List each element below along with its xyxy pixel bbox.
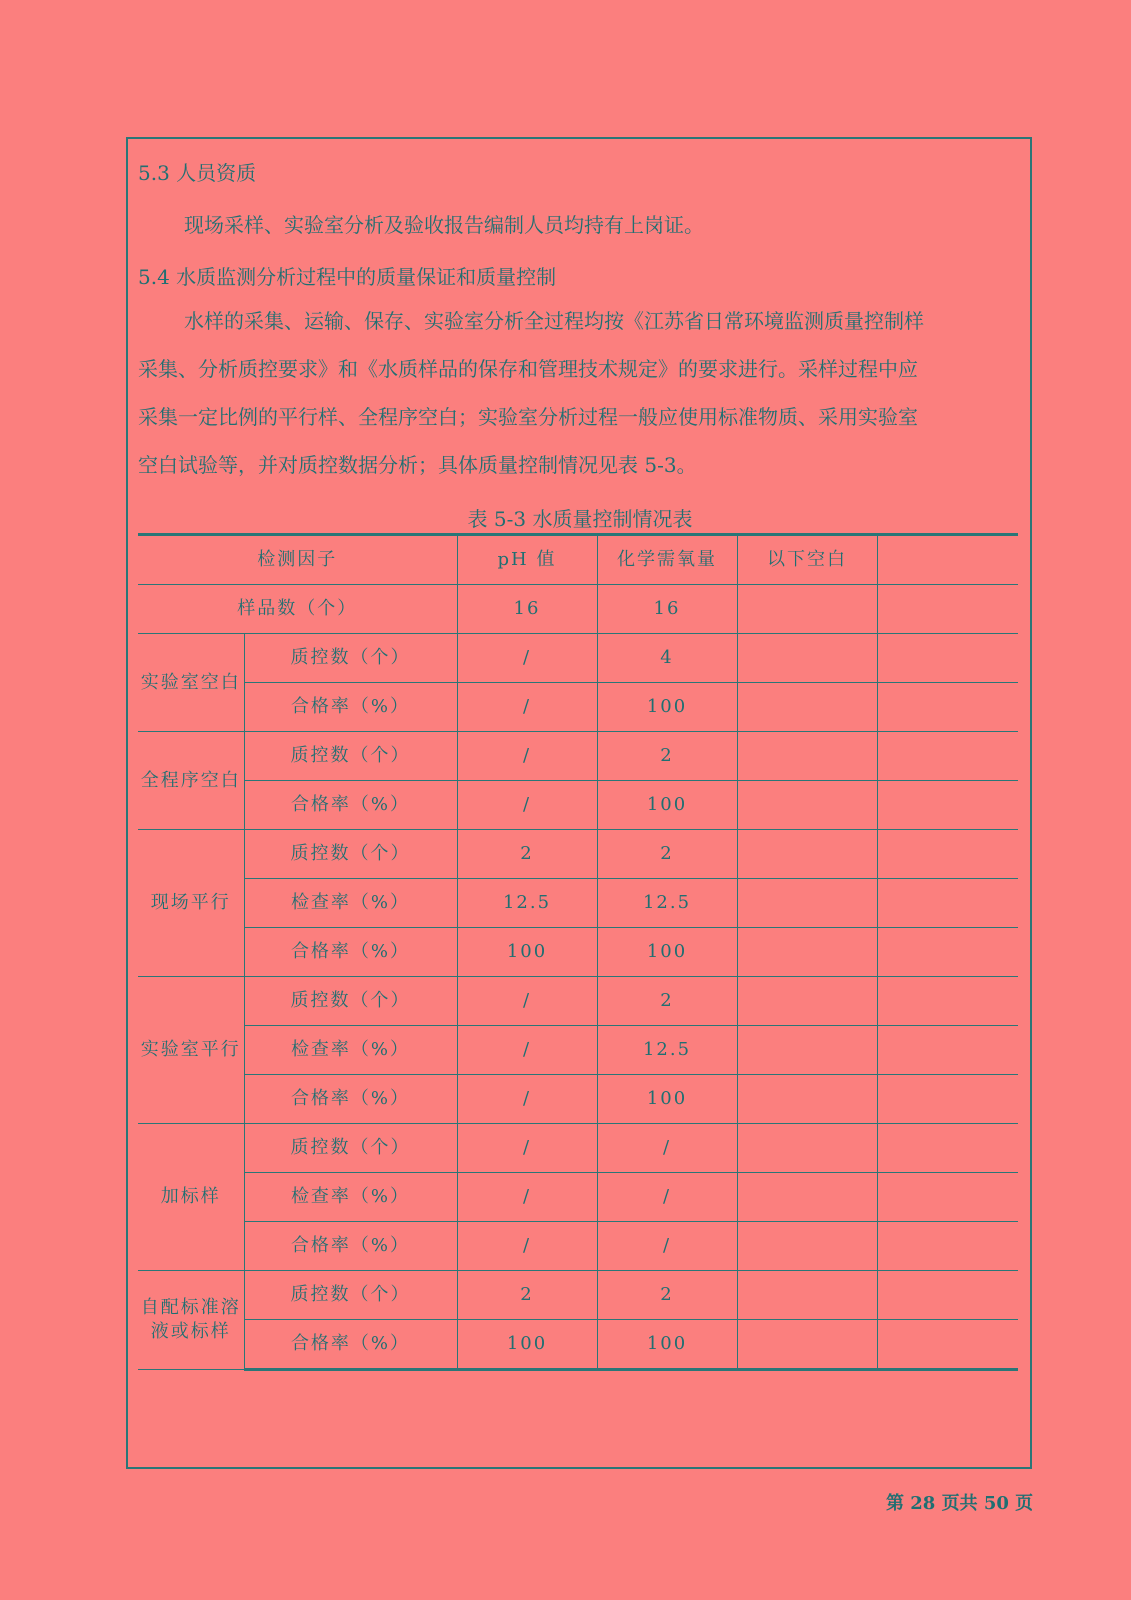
table-cell bbox=[737, 1026, 877, 1075]
row-label: 合格率（%） bbox=[244, 683, 457, 732]
table-cell bbox=[737, 977, 877, 1026]
table-row bbox=[138, 1173, 1018, 1222]
table-cell: / bbox=[457, 1222, 597, 1271]
row-label: 质控数（个） bbox=[244, 1271, 457, 1320]
table-cell: 2 bbox=[597, 1271, 737, 1320]
table-row bbox=[138, 585, 1018, 634]
table-cell bbox=[877, 634, 1018, 683]
table-cell: / bbox=[597, 1124, 737, 1173]
row-label: 合格率（%） bbox=[244, 1222, 457, 1271]
table-cell bbox=[877, 879, 1018, 928]
section-text-5-3: 现场采样、实验室分析及验收报告编制人员均持有上岗证。 bbox=[184, 213, 704, 237]
row-label: 质控数（个） bbox=[244, 634, 457, 683]
paragraph-line: 水样的采集、运输、保存、实验室分析全过程均按《江苏省日常环境监测质量控制样 bbox=[184, 309, 924, 333]
table-cell bbox=[737, 1075, 877, 1124]
table-cell: 12.5 bbox=[597, 879, 737, 928]
table-cell bbox=[877, 683, 1018, 732]
table-row bbox=[138, 928, 1018, 977]
header-factor: 检测因子 bbox=[138, 535, 457, 585]
table-row bbox=[138, 1271, 1018, 1320]
table-row bbox=[138, 683, 1018, 732]
row-label: 检查率（%） bbox=[244, 1026, 457, 1075]
table-cell bbox=[877, 1320, 1018, 1370]
section-heading-5-3: 5.3 人员资质 bbox=[138, 161, 257, 185]
header-col: pH 值 bbox=[457, 535, 597, 585]
header-col bbox=[877, 535, 1018, 585]
table-cell bbox=[737, 634, 877, 683]
page-number: 第 28 页共 50 页 bbox=[886, 1493, 1034, 1514]
table-cell: 2 bbox=[457, 1271, 597, 1320]
table-cell: / bbox=[457, 634, 597, 683]
table-cell: / bbox=[457, 1026, 597, 1075]
header-col: 以下空白 bbox=[737, 535, 877, 585]
section-paragraph-5-4 bbox=[138, 297, 1022, 489]
table-row bbox=[138, 1124, 1018, 1173]
table-cell bbox=[737, 1320, 877, 1370]
table-cell: 2 bbox=[457, 830, 597, 879]
table-cell bbox=[877, 928, 1018, 977]
quality-control-table bbox=[138, 533, 1018, 1371]
table-cell: 12.5 bbox=[597, 1026, 737, 1075]
table-row bbox=[138, 977, 1018, 1026]
table-cell: 4 bbox=[597, 634, 737, 683]
row-label: 检查率（%） bbox=[244, 879, 457, 928]
row-label: 检查率（%） bbox=[244, 1173, 457, 1222]
table-header-row bbox=[138, 535, 1018, 585]
group-label: 实验室空白 bbox=[138, 634, 244, 732]
table-cell: 100 bbox=[597, 928, 737, 977]
group-label: 全程序空白 bbox=[138, 732, 244, 830]
section-heading-5-4: 5.4 水质监测分析过程中的质量保证和质量控制 bbox=[138, 265, 557, 289]
table-cell: 100 bbox=[597, 683, 737, 732]
table-cell bbox=[737, 879, 877, 928]
table-cell bbox=[877, 1271, 1018, 1320]
table-cell bbox=[877, 830, 1018, 879]
group-label: 现场平行 bbox=[138, 830, 244, 977]
table-cell: / bbox=[597, 1173, 737, 1222]
table-cell bbox=[877, 1124, 1018, 1173]
table-cell bbox=[877, 1026, 1018, 1075]
table-cell bbox=[877, 977, 1018, 1026]
table-row bbox=[138, 1075, 1018, 1124]
table-cell bbox=[877, 1173, 1018, 1222]
paragraph-line: 采集一定比例的平行样、全程序空白；实验室分析过程一般应使用标准物质、采用实验室 bbox=[138, 405, 918, 429]
table-cell bbox=[737, 1173, 877, 1222]
table-cell: 100 bbox=[597, 1075, 737, 1124]
sample-count-label: 样品数（个） bbox=[138, 585, 457, 634]
table-cell: / bbox=[457, 781, 597, 830]
table-cell bbox=[737, 781, 877, 830]
table-cell bbox=[737, 732, 877, 781]
table-cell bbox=[877, 732, 1018, 781]
table-cell: / bbox=[597, 1222, 737, 1271]
table-cell: 2 bbox=[597, 977, 737, 1026]
table-cell bbox=[877, 1075, 1018, 1124]
table-cell bbox=[737, 1124, 877, 1173]
table-cell: / bbox=[457, 732, 597, 781]
table-row bbox=[138, 1320, 1018, 1370]
table-cell bbox=[737, 1222, 877, 1271]
table-row bbox=[138, 1222, 1018, 1271]
table-cell bbox=[737, 830, 877, 879]
row-label: 质控数（个） bbox=[244, 732, 457, 781]
table-cell bbox=[877, 781, 1018, 830]
table-cell: 100 bbox=[457, 1320, 597, 1370]
table-cell bbox=[877, 585, 1018, 634]
row-label: 合格率（%） bbox=[244, 1075, 457, 1124]
table-cell bbox=[737, 683, 877, 732]
table-cell: / bbox=[457, 977, 597, 1026]
table-row bbox=[138, 1026, 1018, 1075]
table-row bbox=[138, 732, 1018, 781]
table-cell: 16 bbox=[457, 585, 597, 634]
table-cell bbox=[737, 1271, 877, 1320]
table-cell: / bbox=[457, 1173, 597, 1222]
table-row bbox=[138, 879, 1018, 928]
table-cell: / bbox=[457, 683, 597, 732]
table-cell: 100 bbox=[457, 928, 597, 977]
table-row bbox=[138, 830, 1018, 879]
group-label: 自配标准溶液或标样 bbox=[138, 1271, 244, 1370]
table-cell: / bbox=[457, 1075, 597, 1124]
paragraph-line: 采集、分析质控要求》和《水质样品的保存和管理技术规定》的要求进行。采样过程中应 bbox=[138, 357, 918, 381]
table-cell: 12.5 bbox=[457, 879, 597, 928]
group-label: 实验室平行 bbox=[138, 977, 244, 1124]
table-cell: 2 bbox=[597, 830, 737, 879]
table-cell: 100 bbox=[597, 781, 737, 830]
header-col: 化学需氧量 bbox=[597, 535, 737, 585]
row-label: 质控数（个） bbox=[244, 830, 457, 879]
table-caption: 表 5-3 水质量控制情况表 bbox=[467, 507, 693, 531]
table-cell bbox=[737, 585, 877, 634]
row-label: 合格率（%） bbox=[244, 928, 457, 977]
table-cell bbox=[737, 928, 877, 977]
table-cell: 2 bbox=[597, 732, 737, 781]
page-frame bbox=[126, 137, 1032, 1469]
row-label: 质控数（个） bbox=[244, 1124, 457, 1173]
table-cell: 100 bbox=[597, 1320, 737, 1370]
group-label: 加标样 bbox=[138, 1124, 244, 1271]
row-label: 质控数（个） bbox=[244, 977, 457, 1026]
table-cell: / bbox=[457, 1124, 597, 1173]
paragraph-line: 空白试验等，并对质控数据分析；具体质量控制情况见表 5-3。 bbox=[138, 453, 697, 477]
row-label: 合格率（%） bbox=[244, 1320, 457, 1370]
table-cell bbox=[877, 1222, 1018, 1271]
row-label: 合格率（%） bbox=[244, 781, 457, 830]
table-cell: 16 bbox=[597, 585, 737, 634]
table-row bbox=[138, 781, 1018, 830]
table-row bbox=[138, 634, 1018, 683]
